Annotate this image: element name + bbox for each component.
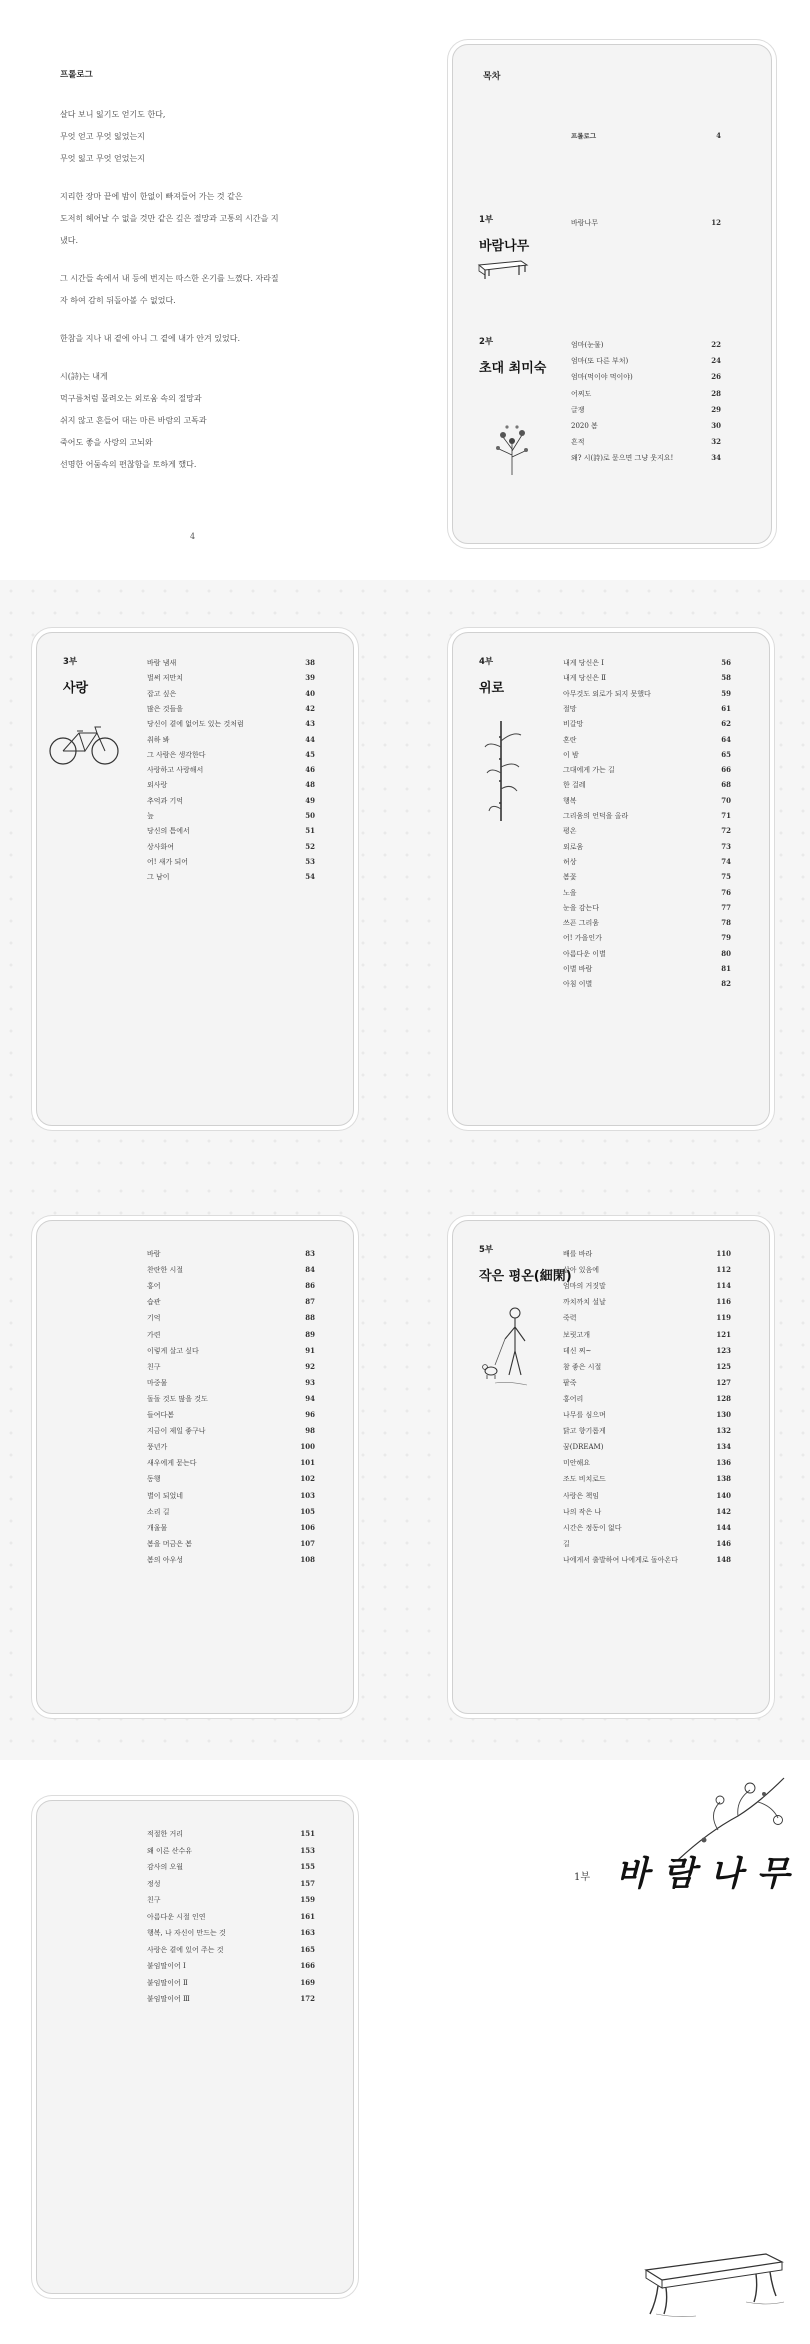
part-number: 4부 <box>479 657 494 667</box>
toc-row-title: 허상 <box>563 857 577 866</box>
toc-row-title: 그 사람은 생각한다 <box>147 750 206 759</box>
toc-row-page: 48 <box>305 780 315 790</box>
prologue-line: 한참을 지나 내 곁에 아니 그 곁에 내가 안겨 있었다. <box>60 334 240 343</box>
toc-row-title: 어찌도 <box>571 389 592 398</box>
toc-row-title: 한 걸레 <box>563 781 586 790</box>
toc-card-3 <box>452 632 770 1126</box>
walking-figure-illustration-icon <box>475 1305 545 1391</box>
toc-row-title: 나의 작은 나 <box>563 1507 602 1516</box>
toc-card-6 <box>36 1800 354 2294</box>
toc-row-page: 125 <box>716 1361 731 1371</box>
prologue-heading: 프롤로그 <box>60 70 93 80</box>
toc-row-page: 136 <box>716 1458 731 1468</box>
toc-row-title: 외로움 <box>563 842 584 851</box>
toc-row-page: 102 <box>300 1474 315 1484</box>
toc-row-page: 163 <box>300 1928 315 1937</box>
prologue-line: 죽어도 좋을 사랑의 고뇌와 <box>60 438 153 447</box>
toc-row-page: 172 <box>300 1994 315 2003</box>
toc-row-title: 시간은 정동이 없다 <box>563 1523 622 1532</box>
toc-row-page: 43 <box>305 719 315 729</box>
toc-row-title: 쓰픈 그리움 <box>563 919 600 928</box>
toc-row-page: 106 <box>300 1522 315 1532</box>
toc-row-page: 73 <box>721 841 731 851</box>
toc-row-title: 바람 <box>147 1250 161 1258</box>
toc-row-page: 92 <box>305 1361 315 1371</box>
prologue-paragraph <box>60 104 360 170</box>
toc-row-page: 30 <box>711 421 721 430</box>
toc-row-title: 이 밤 <box>563 750 579 759</box>
chapter-opener-number: 1부 <box>574 1872 591 1883</box>
toc-row-title: 외사랑 <box>147 781 168 790</box>
toc-row-title: 동행 <box>147 1475 161 1484</box>
toc-row-title: 당신의 틈에서 <box>147 827 190 836</box>
toc-row-title: 마중물 <box>147 1378 168 1387</box>
toc-row-page: 166 <box>300 1961 315 1970</box>
toc-row-title: 소리 길 <box>147 1507 170 1516</box>
toc-row-page: 101 <box>300 1458 315 1468</box>
part-number: 1부 <box>479 215 494 225</box>
toc-row-title: 행복, 나 자신이 만드는 것 <box>147 1929 226 1937</box>
prologue-line: 쉬지 않고 흔들어 대는 마른 바람의 고독과 <box>60 416 207 425</box>
toc-row-title: 어! 새가 되어 <box>147 857 189 866</box>
toc-row-page: 108 <box>300 1554 315 1564</box>
toc-row-page: 146 <box>716 1538 731 1548</box>
toc-row-title: 사랑은 책임 <box>563 1491 600 1500</box>
toc-row-page: 56 <box>721 658 731 667</box>
toc-row-page: 155 <box>300 1862 315 1871</box>
toc-row-page: 107 <box>300 1538 315 1548</box>
toc-row-title: 별이 되었네 <box>147 1491 184 1500</box>
toc-row-page: 103 <box>300 1490 315 1500</box>
toc-row-title: 바람나무 <box>571 219 599 227</box>
toc-row-title: 내게 당신은 Ⅱ <box>563 674 607 683</box>
toc-row-page: 65 <box>721 749 731 759</box>
toc-row-title: 붙임딸이어 Ⅰ <box>147 1962 186 1970</box>
toc-row-page: 86 <box>305 1281 315 1291</box>
toc-row-title: 닭고 향기롭게 <box>563 1427 606 1436</box>
toc-row-page: 64 <box>721 734 731 744</box>
toc-row-page: 105 <box>300 1506 315 1516</box>
prologue-line: 살다 보니 잃기도 얻기도 한다, <box>60 110 166 119</box>
toc-row-title: 봄의 아우성 <box>147 1555 184 1564</box>
toc-row-title: 많은 것들을 <box>147 704 184 713</box>
toc-row-title: 까치까치 설날 <box>563 1298 606 1307</box>
prologue-line: 도저히 헤어날 수 없을 것만 같은 깊은 절망과 고통의 시간을 지 <box>60 214 279 223</box>
toc-row-page: 110 <box>716 1249 731 1258</box>
page-number: 4 <box>190 532 196 541</box>
toc-row-page: 76 <box>721 887 731 897</box>
prologue-line: 냈다. <box>60 236 78 245</box>
toc-row-page: 22 <box>711 340 721 349</box>
toc-row-title: 2020 봄 <box>571 422 598 430</box>
toc-row-page: 84 <box>305 1265 315 1275</box>
toc-row-title: 어! 가을인가 <box>563 934 602 943</box>
toc-row-title: 살아 있음에 <box>563 1266 600 1275</box>
toc-row-title: 그리움의 언덕을 올라 <box>563 812 629 820</box>
toc-row-page: 58 <box>721 673 731 683</box>
toc-row-page: 116 <box>716 1297 731 1307</box>
toc-row-title: 팥죽 <box>563 1378 577 1387</box>
toc-row-page: 165 <box>300 1944 315 1954</box>
toc-row-page: 157 <box>300 1878 315 1888</box>
part-title: 바람나무 <box>479 239 530 254</box>
toc-row-title: 흔적 <box>571 438 585 447</box>
toc-row-title: 참 좋은 시절 <box>563 1362 602 1371</box>
toc-row-page: 61 <box>721 703 731 713</box>
toc-row-page: 153 <box>300 1845 315 1855</box>
prologue-line: 무엇 잃고 무엇 얻었는지 <box>60 154 145 163</box>
toc-row-page: 96 <box>305 1410 315 1419</box>
toc-row-title: 기억 <box>147 1314 161 1323</box>
toc-row-page: 142 <box>716 1506 731 1516</box>
toc-row-page: 51 <box>305 826 315 836</box>
toc-row-title: 친구 <box>147 1362 161 1371</box>
toc-row-title: 평온 <box>563 827 577 836</box>
toc-row-title: 노을 <box>563 888 577 897</box>
toc-row-page: 161 <box>300 1911 315 1921</box>
toc-row-page: 75 <box>721 872 731 882</box>
prologue-paragraph <box>60 268 360 312</box>
toc-row-title: 홍어 <box>147 1282 161 1291</box>
toc-row-page: 123 <box>716 1345 731 1355</box>
toc-row-title: 붙임딸이어 Ⅲ <box>147 1995 190 2003</box>
chapter-opener-title: 바람나무 <box>616 1854 804 1894</box>
toc-row-page: 24 <box>711 356 721 366</box>
part-title: 초대 최미숙 <box>479 361 547 376</box>
toc-title: 목차 <box>483 72 501 82</box>
part-heading-4 <box>479 655 504 696</box>
toc-row-page: 128 <box>716 1393 731 1403</box>
toc-row-title: 내게 당신은 Ⅰ <box>563 659 605 667</box>
toc-row-page: 159 <box>300 1895 315 1904</box>
toc-row-page: 127 <box>716 1377 731 1387</box>
toc-row-title: 데신 찌~ <box>563 1346 592 1355</box>
part-number: 5부 <box>479 1245 494 1255</box>
toc-row-title: 아무것도 외로가 되지 못했다 <box>563 689 651 698</box>
toc-row-title: 행복 <box>563 796 577 805</box>
toc-row-page: 70 <box>721 795 731 805</box>
toc-row-page: 87 <box>305 1297 315 1307</box>
toc-row-page: 62 <box>721 719 731 729</box>
toc-row-page: 148 <box>716 1554 731 1564</box>
bicycle-illustration-icon <box>47 723 121 767</box>
toc-row-title: 절망 <box>563 704 577 713</box>
prologue-line: 지리한 장마 끝에 밤이 한없이 빠져들어 가는 것 같은 <box>60 192 243 201</box>
toc-row-title: 봄꽃 <box>563 873 577 882</box>
toc-row-title: 왜 이른 산수유 <box>147 1846 193 1855</box>
toc-row-page: 82 <box>721 979 731 989</box>
toc-row-page: 132 <box>716 1426 731 1436</box>
toc-row-page: 32 <box>711 437 721 447</box>
toc-row-page: 79 <box>721 933 731 943</box>
part-heading-2 <box>479 335 546 376</box>
toc-row-title: 아침 이별 <box>563 980 593 989</box>
toc-row-page: 100 <box>300 1442 315 1452</box>
toc-row-page: 93 <box>305 1377 315 1387</box>
part-number: 2부 <box>479 337 494 347</box>
part-heading-3 <box>63 655 88 696</box>
toc-row-title: 조도 비치로드 <box>563 1475 606 1484</box>
toc-row-page: 78 <box>721 918 731 928</box>
toc-row-page: 26 <box>711 372 721 382</box>
toc-row-title: 잡고 싶은 <box>147 689 177 698</box>
toc-row-page: 50 <box>305 811 315 820</box>
toc-row-title: 아름다운 시절 인연 <box>147 1912 206 1921</box>
toc-row-page: 169 <box>300 1977 315 1987</box>
prologue-line: 무엇 얻고 무엇 잃었는지 <box>60 132 145 141</box>
toc-row-title: 비갈망 <box>563 720 584 729</box>
part-heading-5 <box>479 1243 572 1284</box>
prologue-line: 먹구름처럼 몰려오는 외로움 속의 절망과 <box>60 394 202 403</box>
toc-row-title: 엄마(또 다른 부처) <box>571 357 629 366</box>
toc-row-page: 151 <box>300 1829 315 1838</box>
toc-row-title: 습관 <box>147 1298 161 1307</box>
toc-row-title: 적절한 거리 <box>147 1830 184 1838</box>
toc-row-title: 사랑은 곁에 있어 주는 것 <box>147 1945 224 1954</box>
toc-row-title: 취하 봐 <box>147 735 170 744</box>
toc-row-page: 68 <box>721 780 731 790</box>
toc-row-title: 감사의 오월 <box>147 1863 184 1871</box>
toc-row-title: 붙임딸이어 Ⅱ <box>147 1978 188 1987</box>
part-title: 위로 <box>479 681 505 696</box>
prologue-line: 그 시간들 속에서 내 등에 번지는 따스한 온기를 느꼈다. 자라질 <box>60 274 279 283</box>
toc-row-page: 29 <box>711 404 721 414</box>
toc-row-page: 121 <box>716 1329 731 1339</box>
toc-row-page: 12 <box>711 218 721 227</box>
toc-row-title: 돌돌 것도 많을 것도 <box>147 1394 208 1403</box>
toc-card-4 <box>36 1220 354 1714</box>
toc-row-page: 119 <box>716 1313 731 1323</box>
prologue-paragraph <box>60 366 360 476</box>
toc-row-title: 이렇게 살고 싶다 <box>147 1346 199 1355</box>
wooden-bench-illustration-icon <box>636 2240 786 2320</box>
toc-row-page: 89 <box>305 1329 315 1339</box>
toc-row-title: 새우에게 묻는다 <box>147 1459 197 1468</box>
toc-row-page: 54 <box>305 872 315 882</box>
toc-row-page: 98 <box>305 1426 315 1436</box>
toc-row-title: 늪 <box>147 812 154 820</box>
toc-row-page: 114 <box>716 1281 731 1291</box>
toc-row-page: 42 <box>305 703 315 713</box>
toc-row-title: 그 남이 <box>147 873 170 882</box>
toc-row-page: 144 <box>716 1522 731 1532</box>
part-title: 사랑 <box>63 681 89 696</box>
toc-row-title: 죽력 <box>563 1314 577 1323</box>
prologue-text <box>60 64 360 492</box>
toc-row-title: 개울물 <box>147 1523 168 1532</box>
toc-row-title: 혼란 <box>563 735 577 744</box>
toc-row-page: 134 <box>716 1442 731 1452</box>
toc-row-title: 배를 바라 <box>563 1250 593 1258</box>
toc-row-page: 112 <box>716 1265 731 1275</box>
toc-row-page: 74 <box>721 856 731 866</box>
toc-row-page: 4 <box>716 131 721 140</box>
toc-row-title: 상사화여 <box>147 842 175 851</box>
toc-row-page: 72 <box>721 826 731 836</box>
toc-row-page: 81 <box>721 964 731 973</box>
toc-row-title: 당신이 곁에 없어도 있는 것처럼 <box>147 720 244 729</box>
toc-row-title: 바람 냄새 <box>147 659 177 667</box>
toc-row-page: 46 <box>305 765 315 775</box>
toc-card-5 <box>452 1220 770 1714</box>
toc-row-page: 52 <box>305 841 315 851</box>
toc-row-page: 59 <box>721 688 731 698</box>
toc-row-page: 140 <box>716 1490 731 1500</box>
toc-row-title: 나에게서 출발하여 나에게로 돌아온다 <box>563 1555 678 1564</box>
part-heading-1 <box>479 213 529 254</box>
toc-row-page: 94 <box>305 1393 315 1403</box>
toc-row-title: 미안해요 <box>563 1459 591 1468</box>
toc-row-title: 홍어리 <box>563 1394 584 1403</box>
toc-row-title: 가련 <box>147 1330 161 1339</box>
toc-row-title: 풍년가 <box>147 1443 168 1452</box>
bench-illustration-icon <box>475 257 531 283</box>
flower-vase-illustration-icon <box>489 415 535 477</box>
toc-row-title: 친구 <box>147 1896 161 1904</box>
toc-row-page: 38 <box>305 658 315 667</box>
toc-row-title: 들여다봄 <box>147 1411 175 1419</box>
prologue-line: 자 하여 감히 뒤돌아볼 수 없었다. <box>60 296 176 305</box>
toc-row-page: 28 <box>711 388 721 398</box>
toc-row-page: 77 <box>721 902 731 912</box>
toc-row-page: 71 <box>721 811 731 820</box>
toc-row-title: 이별 바람 <box>563 965 593 973</box>
toc-row-title: 그대에게 가는 길 <box>563 766 615 775</box>
prologue-paragraph <box>60 186 360 252</box>
toc-row-page: 91 <box>305 1345 315 1355</box>
toc-row-title: 엄마(먹이야 먹이야) <box>571 373 633 382</box>
toc-row-title: 눈을 감는다 <box>563 903 600 912</box>
toc-row-title: 지금이 제일 좋구나 <box>147 1427 206 1436</box>
toc-row-page: 40 <box>305 688 315 698</box>
toc-row-title: 봄을 머금은 봄 <box>147 1539 193 1548</box>
toc-card-2 <box>36 632 354 1126</box>
toc-row-title: 사랑하고 사랑해서 <box>147 766 204 775</box>
toc-row-title: 엄마(눈물) <box>571 341 604 349</box>
toc-row-page: 83 <box>305 1249 315 1258</box>
toc-row-title: 추억과 기억 <box>147 796 184 805</box>
part-title: 작은 평온(細閑) <box>479 1269 572 1284</box>
toc-row-title: 보릿고개 <box>563 1330 591 1339</box>
toc-row-page: 88 <box>305 1313 315 1323</box>
toc-row-page: 44 <box>305 734 315 744</box>
toc-row-page: 49 <box>305 795 315 805</box>
toc-row-title: 길 <box>563 1539 570 1548</box>
toc-row-page: 39 <box>305 673 315 683</box>
bamboo-illustration-icon <box>483 717 523 823</box>
toc-row-title: 엄마의 거짓말 <box>563 1282 606 1291</box>
toc-row-title: 벌써 저만치 <box>147 674 184 683</box>
toc-row-page: 66 <box>721 765 731 775</box>
toc-row-page: 53 <box>305 856 315 866</box>
toc-row-title: 아름다운 이별 <box>563 949 606 958</box>
toc-row-title: 꿈(DREAM) <box>563 1443 604 1452</box>
toc-card-1 <box>452 44 772 544</box>
part-number: 3부 <box>63 657 78 667</box>
prologue-line: 선명한 어둠속의 편찮함을 토하게 했다. <box>60 460 197 469</box>
toc-row-title: 왜? 시(詩)로 묻으면 그냥 웃지요! <box>571 454 674 463</box>
toc-row-page: 34 <box>711 453 721 463</box>
prologue-paragraph <box>60 328 360 350</box>
toc-row-page: 45 <box>305 749 315 759</box>
toc-row-title: 글쟁 <box>571 405 585 414</box>
toc-row-page: 138 <box>716 1474 731 1484</box>
toc-row-title: 찬란한 시절 <box>147 1266 184 1275</box>
toc-row-title: 나무를 심으며 <box>563 1411 606 1419</box>
toc-row-title: 프롤로그 <box>571 132 597 140</box>
toc-row-title: 정성 <box>147 1879 161 1888</box>
prologue-line: 시(詩)는 내게 <box>60 372 108 381</box>
toc-row-page: 130 <box>716 1410 731 1419</box>
toc-row-page: 80 <box>721 948 731 958</box>
